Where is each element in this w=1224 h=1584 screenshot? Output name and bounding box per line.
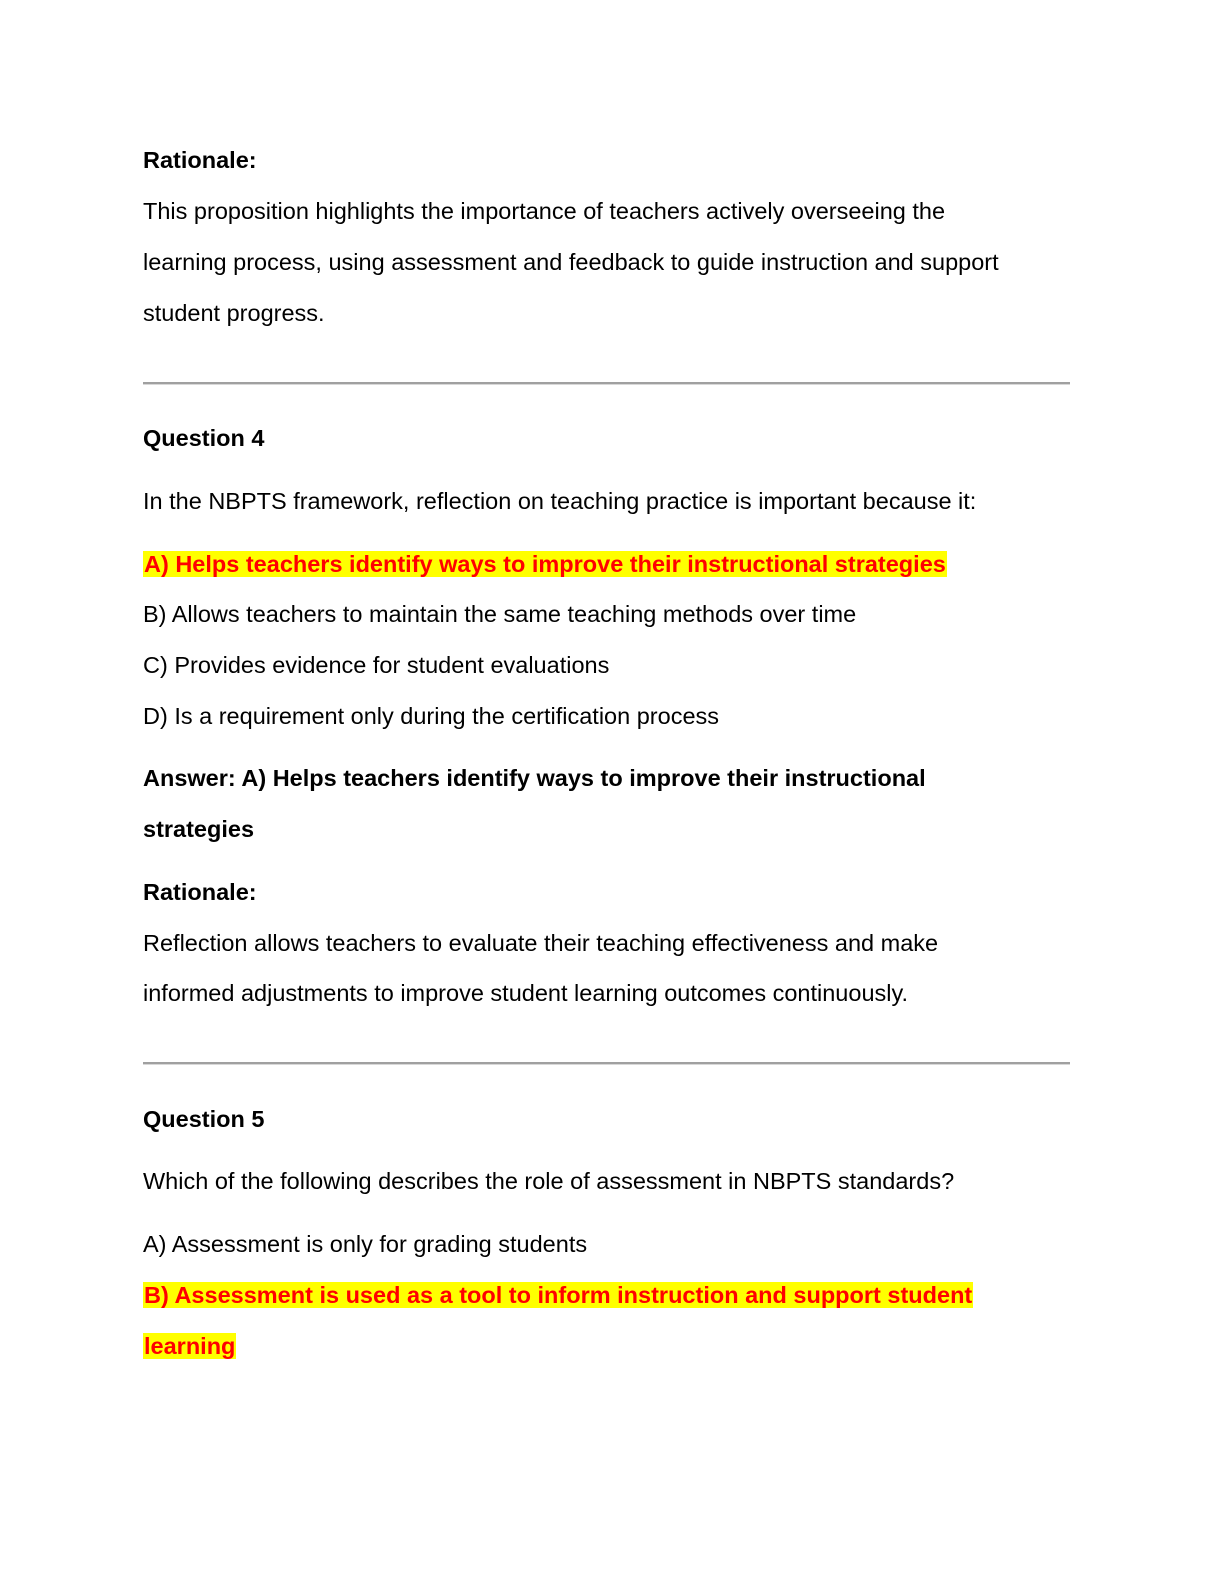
question-4-option-d: D) Is a requirement only during the certification process: [143, 703, 720, 729]
rationale-text-line: This proposition highlights the importance of teachers actively overseeing the: [143, 198, 946, 224]
question-5-heading: Question 5: [143, 1106, 265, 1132]
question-4-rationale-line: informed adjustments to improve student learning outcomes continuously.: [143, 980, 909, 1006]
question-4-option-a: [143, 549, 947, 579]
question-5-option-b-line: [143, 1280, 973, 1310]
question-4-option-c: C) Provides evidence for student evaluations: [143, 652, 610, 678]
rationale-text-line: learning process, using assessment and feedback to guide instruction and support: [143, 249, 999, 275]
rationale-heading: Rationale:: [143, 147, 257, 173]
rationale-text-line: student progress.: [143, 300, 325, 326]
question-4-rationale-line: Reflection allows teachers to evaluate their teaching effectiveness and make: [143, 930, 939, 956]
question-5-option-a: A) Assessment is only for grading students: [143, 1231, 588, 1257]
section-divider: [143, 1062, 1070, 1065]
question-4-answer-line: Answer: A) Helps teachers identify ways to improve their instructional: [143, 765, 926, 791]
highlighted-correct-option: A) Helps teachers identify ways to improve their instructional strategies: [144, 551, 946, 577]
question-4-rationale-heading: Rationale:: [143, 879, 257, 905]
question-4-answer-line: strategies: [143, 816, 255, 842]
question-4-option-b: B) Allows teachers to maintain the same teaching methods over time: [143, 601, 857, 627]
highlighted-correct-option: learning: [144, 1333, 236, 1359]
section-divider: [143, 382, 1070, 385]
question-5-prompt: Which of the following describes the role of assessment in NBPTS standards?: [143, 1168, 955, 1194]
highlighted-correct-option: B) Assessment is used as a tool to inform instruction and support student: [144, 1282, 973, 1308]
question-4-prompt: In the NBPTS framework, reflection on teaching practice is important because it:: [143, 488, 977, 514]
question-5-option-b-line: [143, 1331, 236, 1361]
question-4-heading: Question 4: [143, 425, 265, 451]
